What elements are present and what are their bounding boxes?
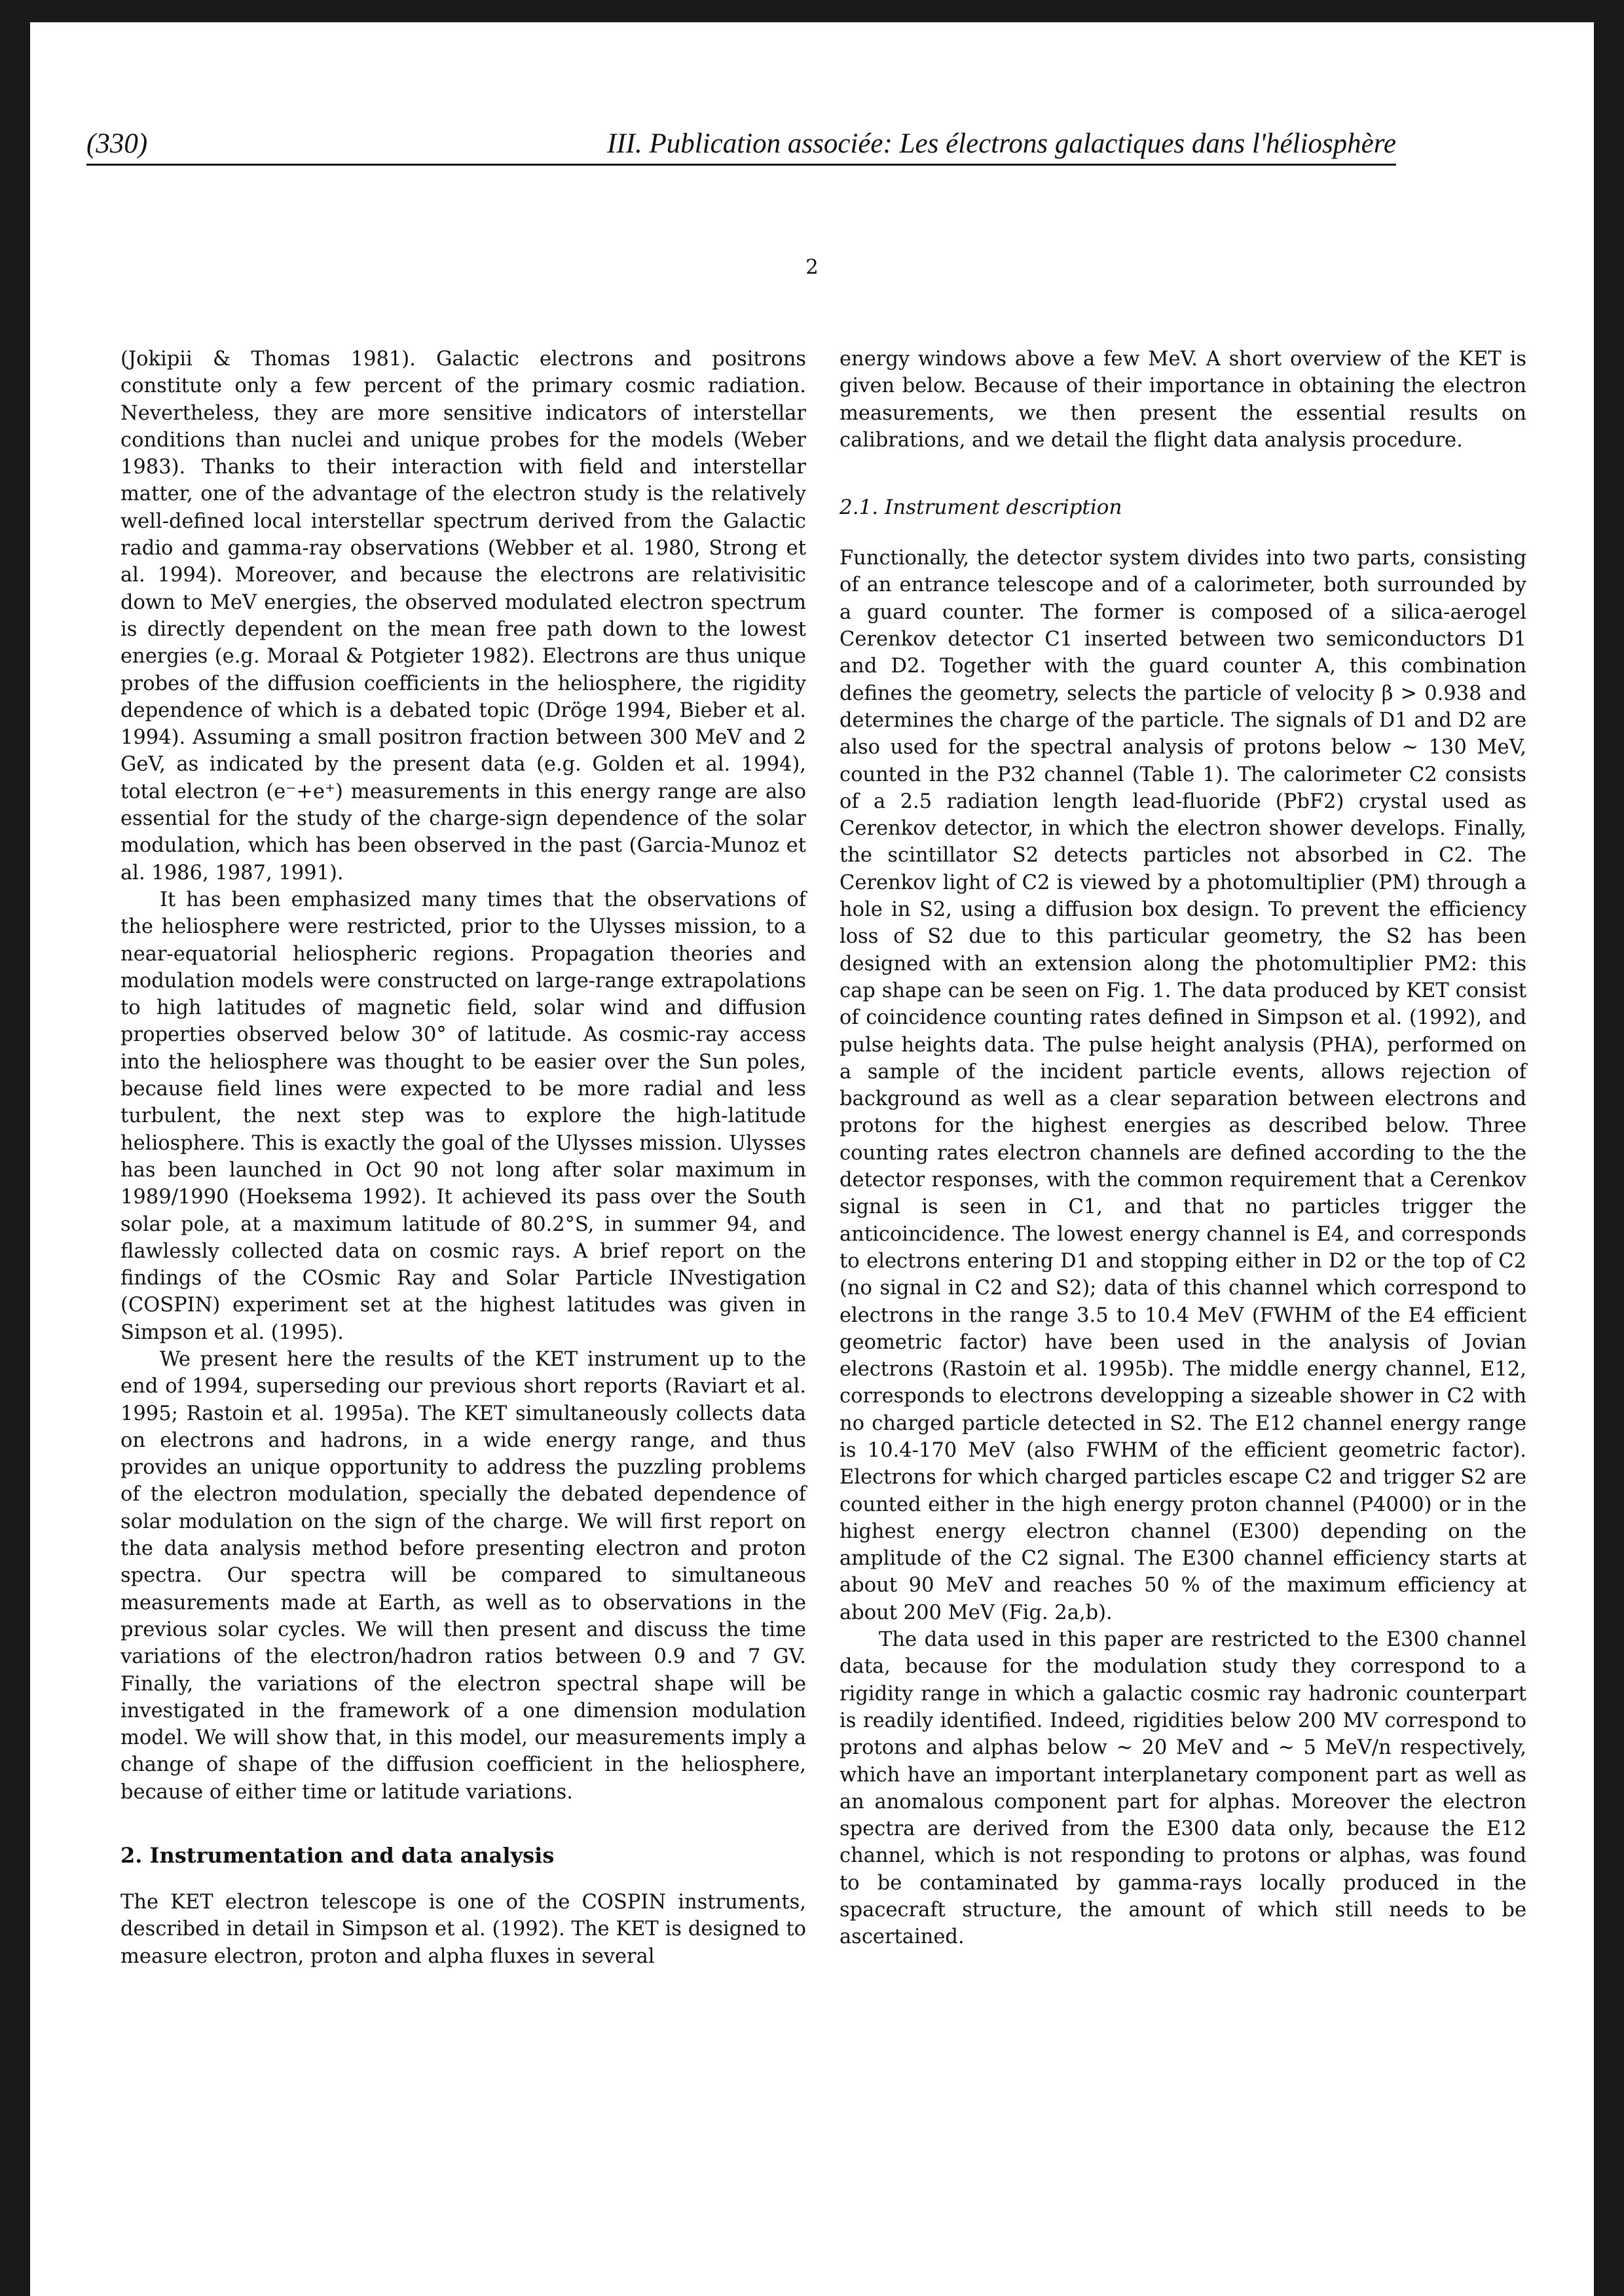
left-column: [120, 346, 806, 1970]
paragraph: Functionally, the detector system divides into two parts, consisting of an entrance telescope and of a calorimeter, both surrounded by a guard counter. The former is composed of a silica-aerogel Cerenkov detector C1 inserted between two semiconductors D1 and D2. Together with the guard counter A, this combination defines the geometry, selects the particle of velocity β > 0.938 and determines the charge of the particle. The signals of D1 and D2 are also used for the spectral analysis of protons below ~ 130 MeV, counted in the P32 channel (Table 1). The calorimeter C2 consists of a 2.5 radiation length lead-fluoride (PbF2) crystal used as Cerenkov detector, in which the electron shower develops. Finally, the scintillator S2 detects particles not absorbed in C2. The Cerenkov light of C2 is viewed by a photomultiplier (PM) through a hole in S2, using a diffusion box design. To prevent the efficiency loss of S2 due to this particular geometry, the S2 has been designed with an extension along the photomultiplier PM2: this cap shape can be seen on Fig. 1. The data produced by KET consist of coincidence counting rates defined in Simpson et al. (1992), and pulse heights data. The pulse height analysis (PHA), performed on a sample of the incident particle events, allows rejection of background as well as a clear separation between electrons and protons for the highest energies as described below. Three counting rates electron channels are defined according to the the detector responses, with the common requirement that a Cerenkov signal is seen in C1, and that no particles trigger the anticoincidence. The lowest energy channel is E4, and corresponds to electrons entering D1 and stopping either in D2 or the top of C2 (no signal in C2 and S2); data of this channel which correspond to electrons in the range 3.5 to 10.4 MeV (FWHM of the E4 efficient geometric factor) have been used in the analysis of Jovian electrons (Rastoin et al. 1995b). The middle energy channel, E12, corresponds to electrons developping a sizeable shower in C2 with no charged particle detected in S2. The E12 channel energy range is 10.4-170 MeV (also FWHM of the efficient geometric factor). Electrons for which charged particles escape C2 and trigger S2 are counted either in the high energy proton channel (P4000) or in the highest energy electron channel (E300) depending on the amplitude of the C2 signal. The E300 channel efficiency starts at about 90 MeV and reaches 50 % of the maximum efficiency at about 200 MeV (Fig. 2a,b).: [840, 547, 1526, 1624]
right-column: [840, 346, 1526, 1951]
paragraph: We present here the results of the KET instrument up to the end of 1994, superseding our previous short reports (Raviart et al. 1995; Rastoin et al. 1995a). The KET simultaneously collects data on electrons and hadrons, in a wide energy range, and thus provides an unique opportunity to address the puzzling problems of the electron modulation, specially the debated dependence of solar modulation on the sign of the charge. We will first report on the data analysis method before presenting electron and proton spectra. Our spectra will be compared to simultaneous measurements made at Earth, as well as to observations in the previous solar cycles. We will then present and discuss the time variations of the electron/hadron ratios between 0.9 and 7 GV. Finally, the variations of the electron spectral shape will be investigated in the framework of a one dimension modulation model. We will show that, in this model, our measurements imply a change of shape of the diffusion coefficient in the heliosphere, because of either time or latitude variations.: [120, 1347, 806, 1804]
section-heading: 2. Instrumentation and data analysis: [120, 1843, 555, 1868]
running-header: [86, 124, 1396, 166]
paragraph: The data used in this paper are restricted to the E300 channel data, because for the modulation study they correspond to a rigidity range in which a galactic cosmic ray hadronic counterpart is readily identified. Indeed, rigidities below 200 MV correspond to protons and alphas below ~ 20 MeV and ~ 5 MeV/n respectively, which have an important interplanetary component part as well as an anomalous component part for alphas. Moreover the electron spectra are derived from the E300 data only, because the E12 channel, which is not responding to protons or alphas, was found to be contaminated by gamma-rays locally produced in the spacecraft structure, the amount of which still needs to be ascertained.: [840, 1628, 1526, 1949]
subsection-heading: 2.1. Instrument description: [840, 496, 1122, 520]
paragraph: (Jokipii & Thomas 1981). Galactic electrons and positrons constitute only a few percent of the primary cosmic radiation. Nevertheless, they are more sensitive indicators of interstellar conditions than nuclei and unique probes for the models (Weber 1983). Thanks to their interaction with field and interstellar matter, one of the advantage of the electron study is the relatively well-defined local interstellar spectrum derived from the Galactic radio and gamma-ray observations (Webber et al. 1980, Strong et al. 1994). Moreover, and because the electrons are relativisitic down to MeV energies, the observed modulated electron spectrum is directly dependent on the mean free path down to the lowest energies (e.g. Moraal & Potgieter 1982). Electrons are thus unique probes of the diffusion coefficients in the heliosphere, the rigidity dependence of which is a debated topic (Dröge 1994, Bieber et al. 1994). Assuming a small positron fraction between 300 MeV and 2 GeV, as indicated by the present data (e.g. Golden et al. 1994), total electron (e⁻+e⁺) measurements in this energy range are also essential for the study of the charge-sign dependence of the solar modulation, which has been observed in the past (Garcia-Munoz et al. 1986, 1987, 1991).: [120, 348, 806, 884]
header-title: III. Publication associée: Les électrons galactiques dans l'héliosphère: [607, 128, 1396, 159]
page-number: 2: [805, 255, 819, 279]
paragraph: energy windows above a few MeV. A short overview of the KET is given below. Because of their importance in obtaining the electron measurements, we then present the essential results on calibrations, and we detail the flight data analysis procedure.: [840, 348, 1526, 452]
paragraph: The KET electron telescope is one of the COSPIN instruments, described in detail in Simpson et al. (1992). The KET is designed to measure electron, proton and alpha fluxes in several: [120, 1891, 806, 1968]
paragraph: It has been emphasized many times that the observations of the heliosphere were restricted, prior to the Ulysses mission, to a near-equatorial heliospheric regions. Propagation theories and modulation models were constructed on large-range extrapolations to high latitudes of magnetic field, solar wind and diffusion properties observed below 30° of latitude. As cosmic-ray access into the heliosphere was thought to be easier over the Sun poles, because field lines were expected to be more radial and less turbulent, the next step was to explore the high-latitude heliosphere. This is exactly the goal of the Ulysses mission. Ulysses has been launched in Oct 90 not long after solar maximum in 1989/1990 (Hoeksema 1992). It achieved its pass over the South solar pole, at a maximum latitude of 80.2°S, in summer 94, and flawlessly collected data on cosmic rays. A brief report on the findings of the COsmic Ray and Solar Particle INvestigation (COSPIN) experiment set at the highest latitudes was given in Simpson et al. (1995).: [120, 888, 806, 1344]
header-page-ref: (330): [86, 128, 148, 159]
